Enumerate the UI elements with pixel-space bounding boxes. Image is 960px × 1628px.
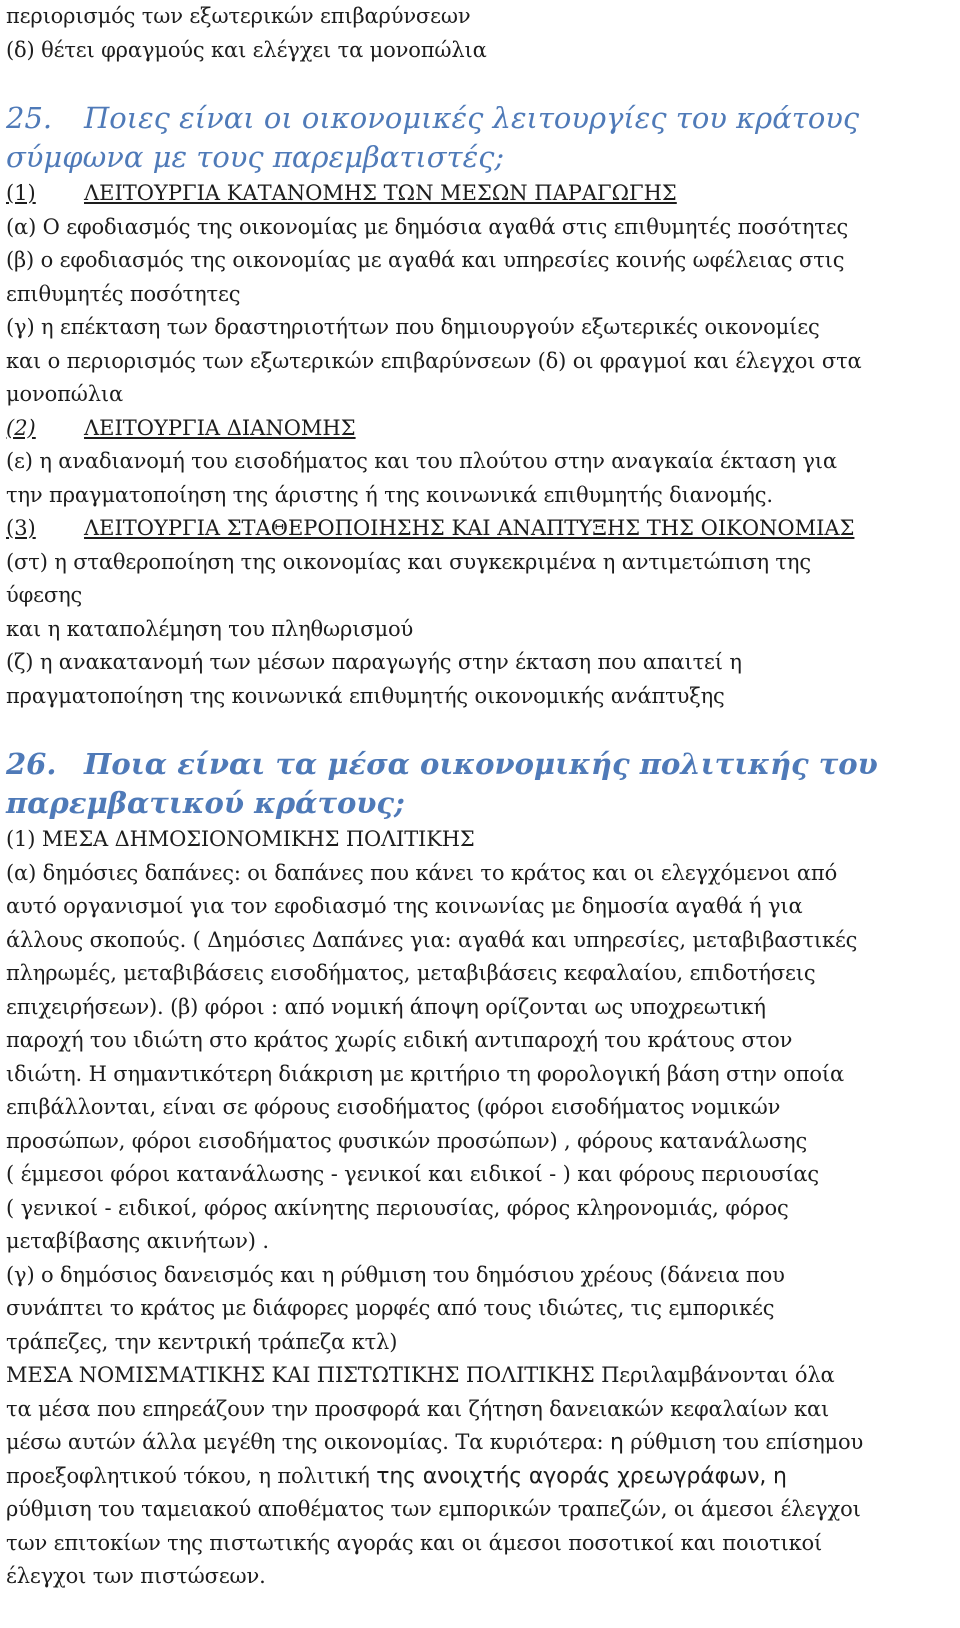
question-title-line: Ποια είναι τα μέσα οικονομικής πολιτικής του bbox=[84, 747, 878, 781]
section-heading bbox=[6, 412, 952, 446]
text-fragment: της ανοιχτής αγοράς χρεωγράφων, η bbox=[376, 1463, 787, 1489]
text-line: (α) Ο εφοδιασμός της οικονομίας με δημόσια αγαθά στις επιθυμητές ποσότητες bbox=[6, 214, 849, 239]
section-title: ΛΕΙΤΟΥΡΓΙΑ ΚΑΤΑΝΟΜΗΣ ΤΩΝ ΜΕΣΩΝ ΠΑΡΑΓΩΓΗΣ bbox=[84, 181, 677, 205]
text-fragment: μέσω αυτών άλλα μεγέθη της οικονομίας. Τα κυριότερα: bbox=[6, 1430, 610, 1454]
text-line: και η καταπολέμηση του πληθωρισμού bbox=[6, 616, 414, 641]
text-line: συνάπτει το κράτος με διάφορες μορφές από τους ιδιώτες, τις εμπορικές bbox=[6, 1296, 775, 1320]
text-line: (δ) θέτει φραγμούς και ελέγχει τα μονοπώλια bbox=[6, 37, 487, 62]
text-line: αυτό οργανισμοί για τον εφοδιασμό της κοινωνίας με δημοσία αγαθά ή για bbox=[6, 894, 803, 918]
text-line: και ο περιορισμός των εξωτερικών επιβαρύνσεων (δ) οι φραγμοί και έλεγχοι στα bbox=[6, 348, 862, 373]
section-number: (2) bbox=[6, 415, 36, 440]
text-line: των επιτοκίων της πιστωτικής αγοράς και οι άμεσοι ποσοτικοί και ποιοτικοί bbox=[6, 1530, 823, 1555]
text-line: πληρωμές, μεταβιβάσεις εισοδήματος, μεταβιβάσεις κεφαλαίου, επιδοτήσεις bbox=[6, 961, 816, 985]
question-title-line: Ποιες είναι οι οικονομικές λειτουργίες του κράτους bbox=[84, 101, 860, 135]
section-number: (3) bbox=[6, 516, 36, 540]
text-line: ΜΕΣΑ ΝΟΜΙΣΜΑΤΙΚΗΣ ΚΑΙ ΠΙΣΤΩΤΙΚΗΣ ΠΟΛΙΤΙΚΗΣ Περιλαμβάνονται όλα bbox=[6, 1363, 835, 1387]
question-title-line: σύμφωνα με τους παρεμβατιστές; bbox=[6, 140, 505, 174]
text-line: επιβάλλονται, είναι σε φόρους εισοδήματος (φόροι εισοδήματος νομικών bbox=[6, 1095, 781, 1119]
text-line: άλλους σκοπούς. ( Δημόσιες Δαπάνες για: αγαθά και υπηρεσίες, μεταβιβαστικές bbox=[6, 927, 858, 952]
question-title-line: παρεμβατικού κράτους; bbox=[6, 786, 405, 820]
text-line: προσώπων, φόροι εισοδήματος φυσικών προσώπων) , φόρους κατανάλωσης bbox=[6, 1128, 808, 1153]
text-line: έλεγχοι των πιστώσεων. bbox=[6, 1564, 266, 1588]
text-line: ( γενικοί - ειδικοί, φόρος ακίνητης περιουσίας, φόρος κληρονομιάς, φόρος bbox=[6, 1195, 789, 1220]
question-number: 26. bbox=[6, 747, 57, 781]
text-line: επιθυμητές ποσότητες bbox=[6, 281, 241, 306]
text-line: τράπεζες, την κεντρική τράπεζα κτλ) bbox=[6, 1329, 398, 1354]
text-line: (στ) η σταθεροποίηση της οικονομίας και συγκεκριμένα η αντιμετώπιση της bbox=[6, 549, 811, 574]
text-line bbox=[6, 1426, 952, 1460]
text-line: μεταβίβασης ακινήτων) . bbox=[6, 1229, 269, 1253]
text-line: (ε) η αναδιανομή του εισοδήματος και του πλούτου στην αναγκαία έκταση για bbox=[6, 449, 837, 473]
text-line: μονοπώλια bbox=[6, 382, 124, 406]
text-line: περιορισμός των εξωτερικών επιβαρύνσεων bbox=[6, 4, 471, 28]
section-heading bbox=[6, 177, 952, 211]
text-line: ιδιώτη. Η σημαντικότερη διάκριση με κριτήριο τη φορολογική βάση στην οποία bbox=[6, 1061, 844, 1086]
section-heading: (1) ΜΕΣΑ ΔΗΜΟΣΙΟΝΟΜΙΚΗΣ ΠΟΛΙΤΙΚΗΣ bbox=[6, 827, 475, 851]
text-line: (γ) ο δημόσιος δανεισμός και η ρύθμιση του δημόσιου χρέους (δάνεια που bbox=[6, 1262, 785, 1287]
text-line: πραγματοποίηση της κοινωνικά επιθυμητής οικονομικής ανάπτυξης bbox=[6, 683, 725, 708]
text-line bbox=[6, 1460, 952, 1494]
question-26-heading bbox=[6, 745, 952, 784]
text-line: (β) ο εφοδιασμός της οικονομίας με αγαθά και υπηρεσίες κοινής ωφέλειας στις bbox=[6, 248, 845, 272]
text-line: επιχειρήσεων). (β) φόροι : από νομική άποψη ορίζονται ως υποχρεωτική bbox=[6, 994, 766, 1019]
question-25-heading bbox=[6, 99, 952, 138]
text-line: (ζ) η ανακατανομή των μέσων παραγωγής στην έκταση που απαιτεί η bbox=[6, 650, 742, 674]
text-line: ύφεσης bbox=[6, 583, 83, 607]
text-line: (γ) η επέκταση των δραστηριοτήτων που δημιουργούν εξωτερικές οικονομίες bbox=[6, 315, 820, 339]
text-line: τα μέσα που επηρεάζουν την προσφορά και ζήτηση δανειακών κεφαλαίων και bbox=[6, 1396, 830, 1421]
text-line: ρύθμιση του ταμειακού αποθέματος των εμπορικών τραπεζών, οι άμεσοι έλεγχοι bbox=[6, 1497, 861, 1521]
question-number: 25. bbox=[6, 101, 53, 135]
text-line: (α) δημόσιες δαπάνες: οι δαπάνες που κάνει το κράτος και οι ελεγχόμενοι από bbox=[6, 860, 838, 885]
text-fragment: προεξοφλητικού τόκου, η πολιτική bbox=[6, 1463, 377, 1488]
text-fragment: η bbox=[609, 1430, 624, 1455]
text-line: την πραγματοποίηση της άριστης ή της κοινωνικά επιθυμητής διανομής. bbox=[6, 482, 773, 507]
document-page bbox=[6, 0, 952, 1594]
section-title: ΛΕΙΤΟΥΡΓΙΑ ΣΤΑΘΕΡΟΠΟΙΗΣΗΣ ΚΑΙ ΑΝΑΠΤΥΞΗΣ ΤΗΣ ΟΙΚΟΝΟΜΙΑΣ bbox=[84, 516, 855, 540]
section-number: (1) bbox=[6, 181, 36, 205]
section-title: ΛΕΙΤΟΥΡΓΙΑ ΔΙΑΝΟΜΗΣ bbox=[84, 415, 356, 440]
section-heading bbox=[6, 512, 952, 546]
text-line: παροχή του ιδιώτη στο κράτος χωρίς ειδική αντιπαροχή του κράτους στον bbox=[6, 1028, 793, 1052]
text-line: ( έμμεσοι φόροι κατανάλωσης - γενικοί και ειδικοί - ) και φόρους περιουσίας bbox=[6, 1162, 819, 1186]
text-fragment: ρύθμιση του επίσημου bbox=[623, 1430, 864, 1454]
